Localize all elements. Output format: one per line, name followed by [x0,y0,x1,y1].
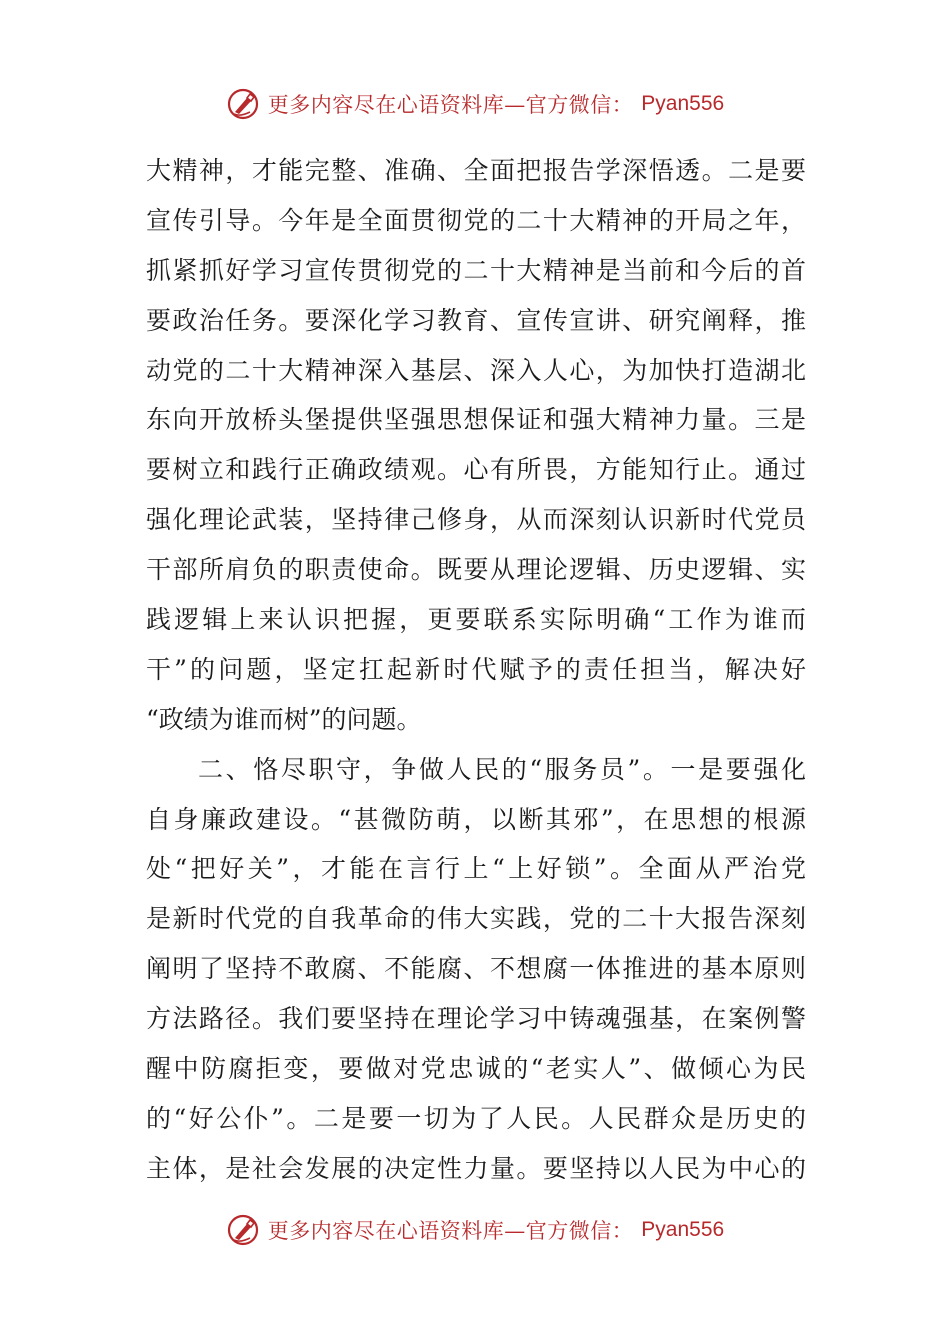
text-line: 践逻辑上来认识把握，更要联系实际明确“工作为谁而 [146,605,806,635]
pen-nib-logo-icon [226,87,260,121]
text-line: 主体，是社会发展的决定性力量。要坚持以人民为中心的 [146,1153,806,1183]
text-line: 动党的二十大精神深入基层、深入人心，为加快打造湖北 [146,355,806,385]
text-line: 醒中防腐拒变，要做对党忠诚的“老实人”、做倾心为民 [146,1054,806,1084]
text-line: 自身廉政建设。“甚微防萌，以断其邪”，在思想的根源 [146,804,806,834]
text-line: 是新时代党的自我革命的伟大实践，党的二十大报告深刻 [146,904,806,934]
text-line: 的“好公仆”。二是要一切为了人民。人民群众是历史的 [146,1103,806,1133]
pen-nib-logo-icon [226,1213,260,1247]
document-body [146,146,806,1194]
text-line: “政绩为谁而树”的问题。 [146,704,422,734]
watermark-header [0,84,950,124]
text-line: 强化理论武装，坚持律己修身，从而深刻认识新时代党员 [146,505,806,535]
text-line: 抓紧抓好学习宣传贯彻党的二十大精神是当前和今后的首 [146,255,806,285]
text-line: 宣传引导。今年是全面贯彻党的二十大精神的开局之年， [146,205,806,235]
text-line: 大精神，才能完整、准确、全面把报告学深悟透。二是要 [146,156,806,185]
text-line: 要政治任务。要深化学习教育、宣传宣讲、研究阐释，推 [146,305,806,335]
text-line: 干部所肩负的职责使命。既要从理论逻辑、历史逻辑、实 [146,555,806,585]
text-line: 处“把好关”，才能在言行上“上好锁”。全面从严治党 [146,854,806,884]
watermark-wechat-id: Pyan556 [641,1218,725,1241]
text-line: 阐明了坚持不敢腐、不能腐、不想腐一体推进的基本原则 [146,954,806,984]
paragraph-start-line: 二、恪尽职守，争做人民的“服务员”。一是要强化 [198,754,806,784]
watermark-footer [0,1210,950,1250]
watermark-wechat-id: Pyan556 [641,92,725,115]
text-line: 干”的问题，坚定扛起新时代赋予的责任担当，解决好 [146,654,806,684]
text-line: 要树立和践行正确政绩观。心有所畏，方能知行止。通过 [146,455,806,485]
text-line: 东向开放桥头堡提供坚强思想保证和强大精神力量。三是 [146,405,806,435]
watermark-text: 更多内容尽在心语资料库—官方微信： [267,93,634,117]
watermark-text: 更多内容尽在心语资料库—官方微信： [267,1219,634,1243]
text-line: 方法路径。我们要坚持在理论学习中铸魂强基，在案例警 [146,1004,806,1034]
